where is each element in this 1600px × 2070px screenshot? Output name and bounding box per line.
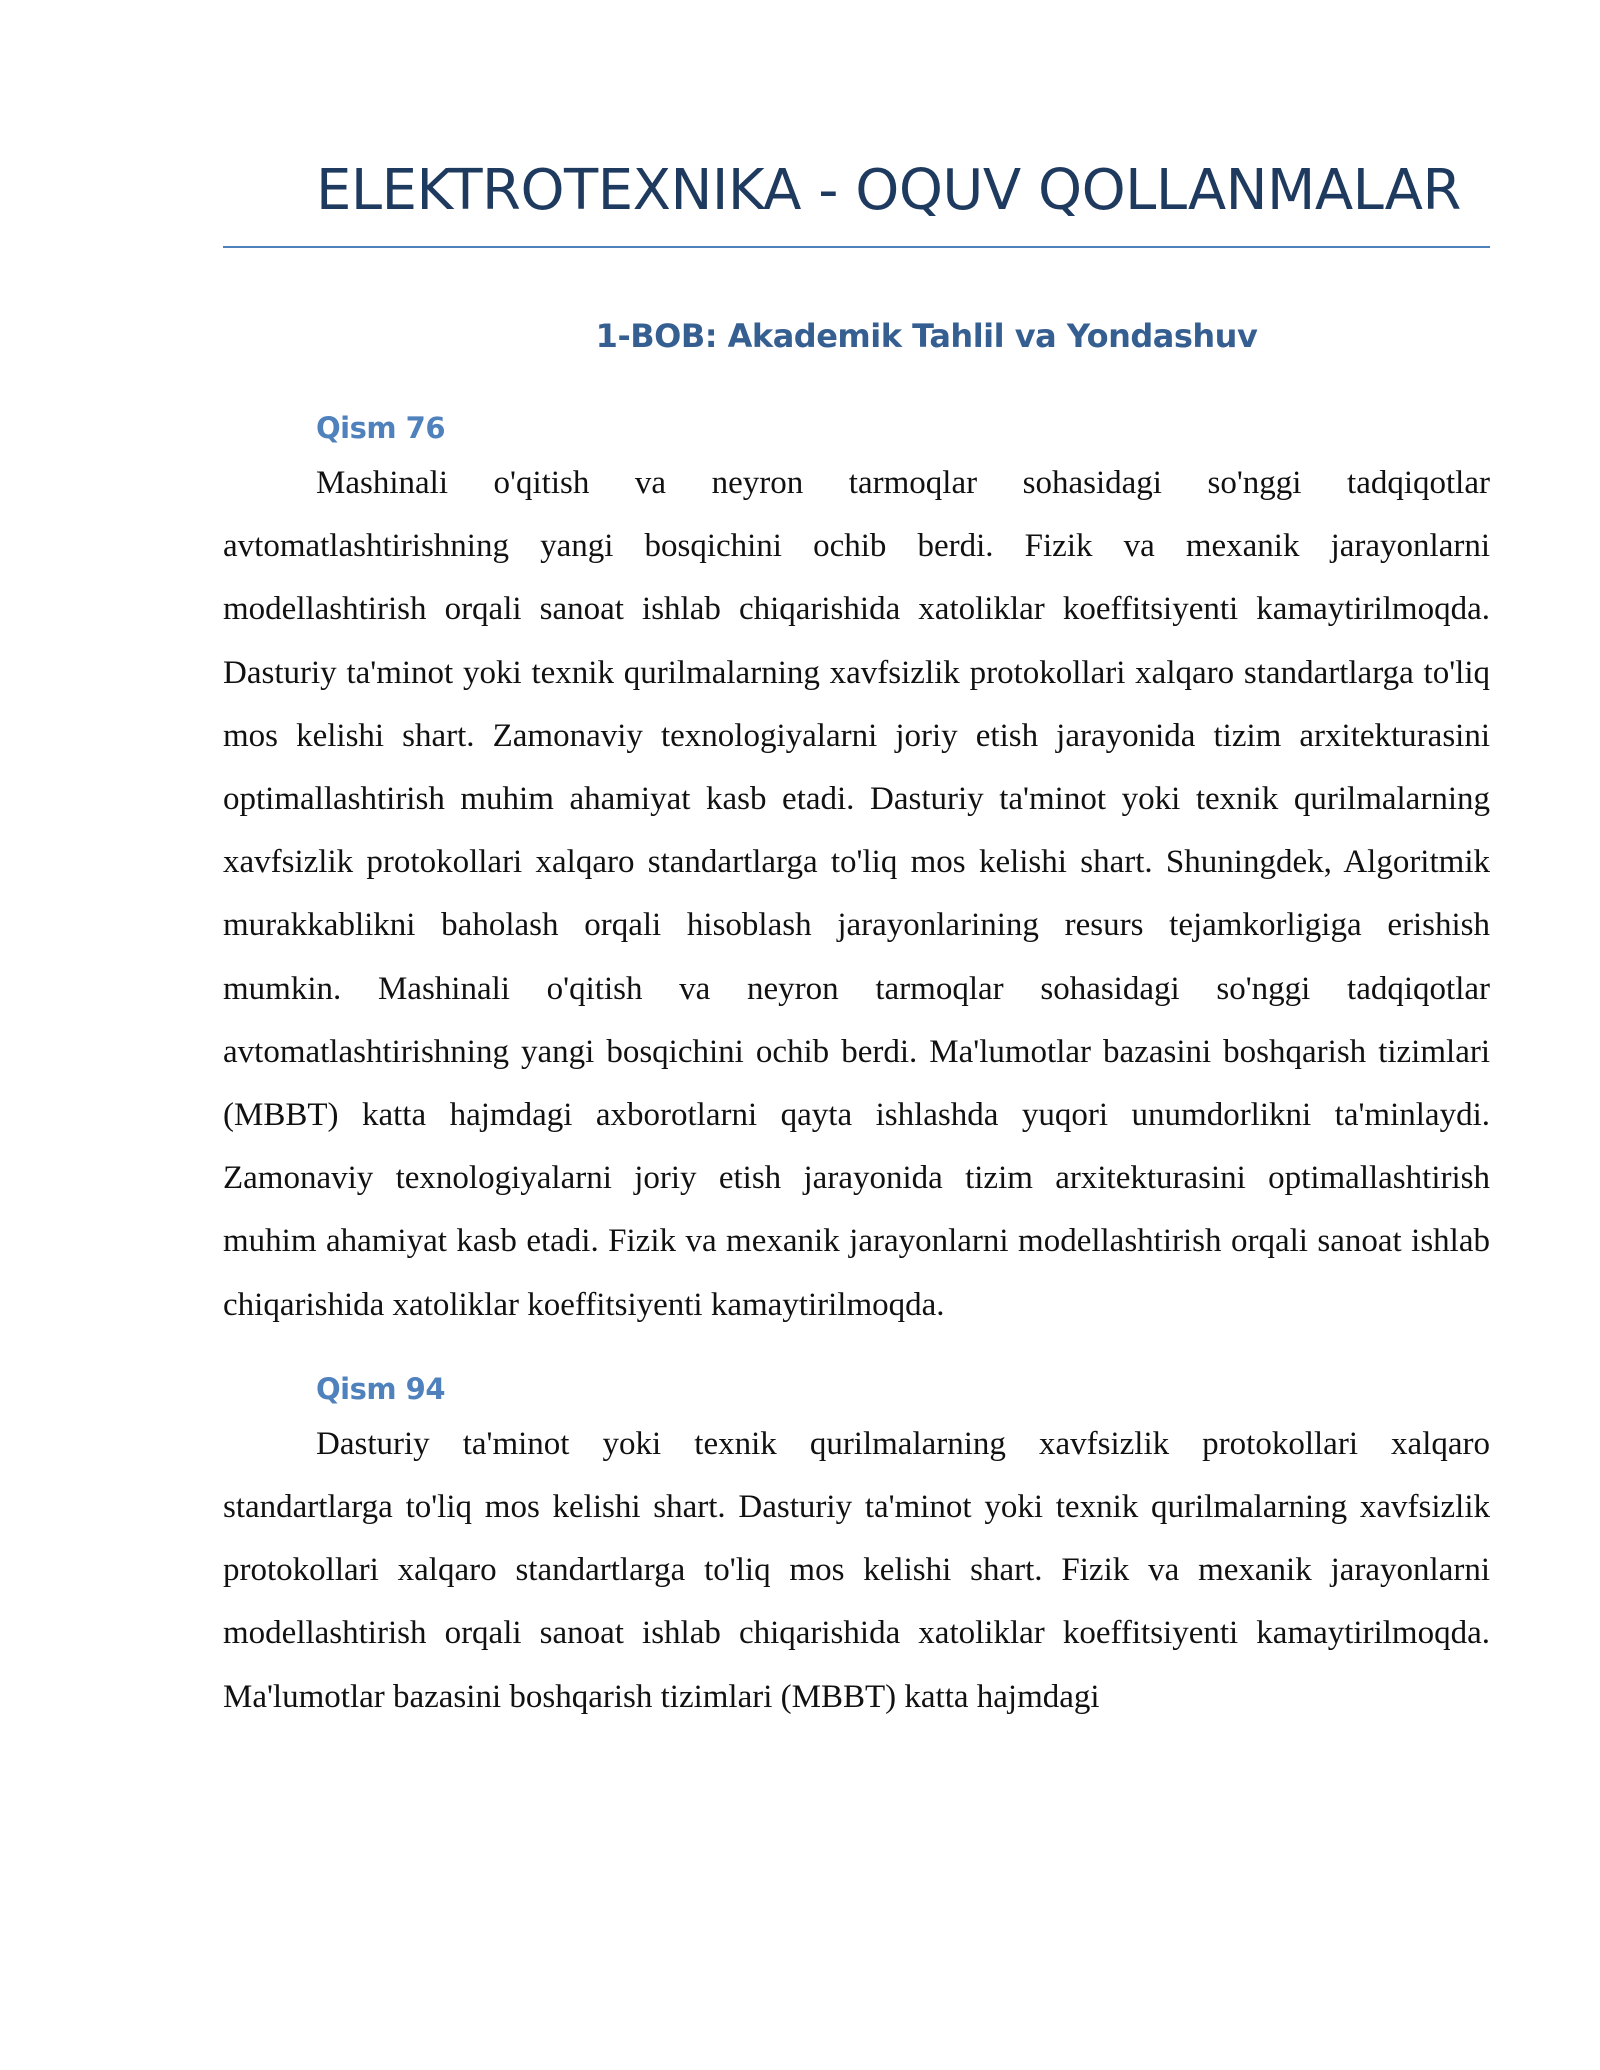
document-title: ELEKTROTEXNIKA - OQUV QOLLANMALAR [316, 158, 1461, 223]
section-heading: Qism 94 [316, 1371, 446, 1406]
chapter-title: 1-BOB: Akademik Tahlil va Yondashuv [595, 317, 1258, 355]
section-paragraph: Mashinali o'qitish va neyron tarmoqlar sohasidagi so'nggi tadqiqotlar avtomatlashtirishning yangi bosqichini ochib berdi. Fizik va mexanik jarayonlarni modellashtirish orqali sanoat ishlab chiqarishida xatoliklar koeffitsiyenti kamaytirilmoqda. Dasturiy ta'minot yoki texnik qurilmalarning xavfsizlik protokollari xalqaro standartlarga to'liq mos kelishi shart. Zamonaviy texnologiyalarni joriy etish jarayonida tizim arxitekturasini optimallashtirish muhim ahamiyat kasb etadi. Dasturiy ta'minot yoki texnik qurilmalarning xavfsizlik protokollari xalqaro standartlarga to'liq mos kelishi shart. Shuningdek, Algoritmik murakkablikni baholash orqali hisoblash jarayonlarining resurs tejamkorligiga erishish mumkin. Mashinali o'qitish va neyron tarmoqlar sohasidagi so'nggi tadqiqotlar avtomatlashtirishning yangi bosqichini ochib berdi. Ma'lumotlar bazasini boshqarish tizimlari (MBBT) katta hajmdagi axborotlarni qayta ishlashda yuqori unumdorlikni ta'minlaydi. Zamonaviy texnologiyalarni joriy etish jarayonida tizim arxitekturasini optimallashtirish muhim ahamiyat kasb etadi. Fizik va mexanik jarayonlarni modellashtirish orqali sanoat ishlab chiqarishida xatoliklar koeffitsiyenti kamaytirilmoqda. [223, 465, 1490, 1323]
section-heading: Qism 76 [316, 411, 446, 445]
title-divider [223, 246, 1490, 248]
section-paragraph: Dasturiy ta'minot yoki texnik qurilmalarning xavfsizlik protokollari xalqaro standartlarga to'liq mos kelishi shart. Dasturiy ta'minot yoki texnik qurilmalarning xavfsizlik protokollari xalqaro standartlarga to'liq mos kelishi shart. Fizik va mexanik jarayonlarni modellashtirish orqali sanoat ishlab chiqarishida xatoliklar koeffitsiyenti kamaytirilmoqda. Ma'lumotlar bazasini boshqarish tizimlari (MBBT) katta hajmdagi [223, 1425, 1490, 1715]
document-page [223, 0, 1490, 1729]
